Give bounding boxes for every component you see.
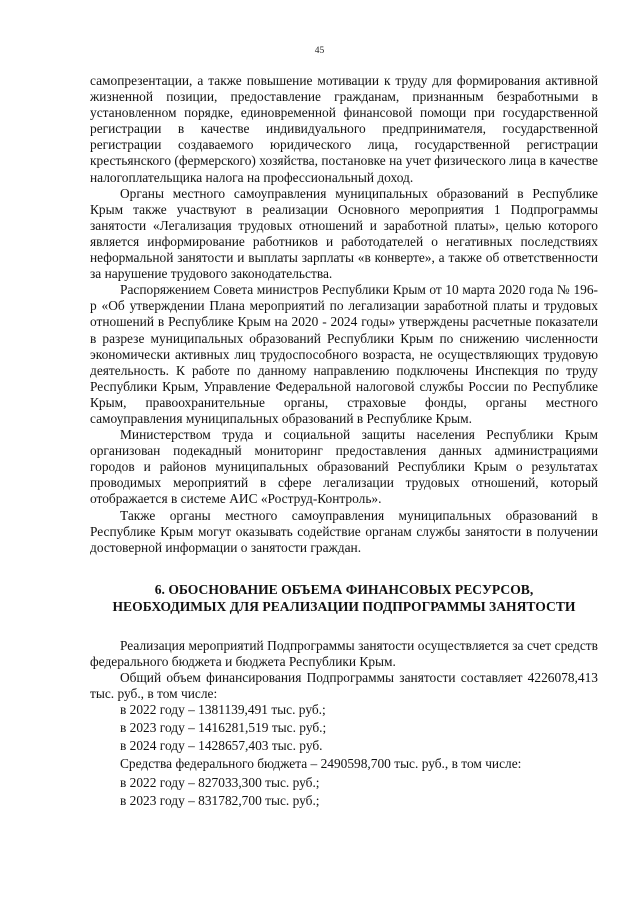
total-funding-list bbox=[90, 702, 598, 754]
list-item: в 2024 году – 1428657,403 тыс. руб. bbox=[120, 738, 323, 754]
paragraph: Распоряжением Совета министров Республики Крым от 10 марта 2020 года № 196-р «Об утверждении Плана мероприятий по легализации заработной платы и трудовых отношений в Республике Крым на 2020 - 2024 годы» утверждены расчетные показатели в разрезе муниципальных образований Республики Крым по снижению численности экономически активных лиц трудоспособного возраста, не осуществляющих трудовую деятельность. К работе по данному направлению подключены Инспекция по труду Республики Крым, Управление Федеральной налоговой службы России по Республике Крым, правоохранительные органы, страховые фонды, органы местного самоуправления муниципальных образований в Республике Крым. bbox=[90, 282, 598, 426]
section-heading-line: 6. ОБОСНОВАНИЕ ОБЪЕМА ФИНАНСОВЫХ РЕСУРСОВ, bbox=[154, 581, 534, 597]
section-heading-line: НЕОБХОДИМЫХ ДЛЯ РЕАЛИЗАЦИИ ПОДПРОГРАММЫ ЗАНЯТОСТИ bbox=[112, 598, 576, 614]
list-item: в 2022 году – 827033,300 тыс. руб.; bbox=[120, 774, 320, 790]
list-item: в 2023 году – 831782,700 тыс. руб.; bbox=[120, 792, 320, 808]
paragraph: Министерством труда и социальной защиты населения Республики Крым организован подекадный мониторинг предоставления данных администрациями городов и районов муниципальных образований Республики Крым о результатах проводимых мероприятий в сфере легализации трудовых отношений, который отображается в системе АИС «Роструд-Контроль». bbox=[90, 427, 598, 507]
list-item: в 2023 году – 1416281,519 тыс. руб.; bbox=[120, 720, 327, 736]
list-item: Средства федерального бюджета – 2490598,700 тыс. руб., в том числе: bbox=[120, 756, 522, 772]
paragraph: Также органы местного самоуправления муниципальных образований в Республике Крым могут оказывать содействие органам службы занятости в получении достоверной информации о занятости граждан. bbox=[90, 507, 598, 555]
paragraph: Реализация мероприятий Подпрограммы занятости осуществляется за счет средств федерального бюджета и бюджета Республики Крым. bbox=[90, 637, 598, 669]
section-heading bbox=[90, 581, 598, 615]
paragraph: Общий объем финансирования Подпрограммы занятости составляет 4226078,413 тыс. руб., в том числе: bbox=[90, 670, 598, 702]
paragraph: Органы местного самоуправления муниципальных образований в Республике Крым также участвуют в реализации Основного мероприятия 1 Подпрограммы занятости «Легализация трудовых отношений и заработной платы», целью которого является информирование работников и работодателей о негативных последствиях неформальной занятости и выплаты зарплаты «в конверте», а также об ответственности за нарушение трудового законодательства. bbox=[90, 185, 598, 282]
page-number: 45 bbox=[314, 46, 325, 56]
federal-funding-list bbox=[90, 756, 598, 808]
paragraph: самопрезентации, а также повышение мотивации к труду для формирования активной жизненной позиции, предоставление гражданам, признанным безработными в установленном порядке, единовременной финансовой помощи при государственной регистрации в качестве индивидуального предпринимателя, государственной регистрации создаваемого юридического лица, государственной регистрации крестьянского (фермерского) хозяйства, постановке на учет физического лица в качестве налогоплательщика налога на профессиональный доход. bbox=[90, 73, 598, 185]
list-item: в 2022 году – 1381139,491 тыс. руб.; bbox=[120, 702, 326, 718]
document-body bbox=[90, 73, 598, 811]
